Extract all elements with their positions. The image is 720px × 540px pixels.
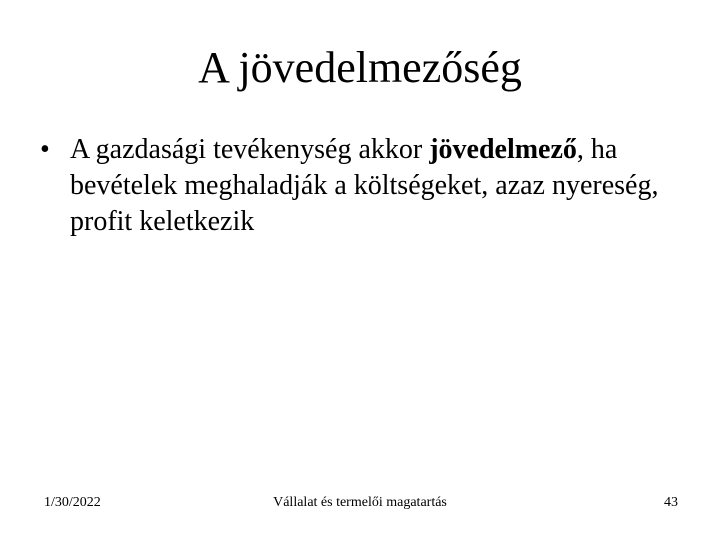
bullet-dot: • [40, 134, 50, 165]
bullet-text-part1: A gazdasági tevékenység akkor [70, 134, 430, 165]
bullet-text-part2: , ha bevételek meghaladják a költségeket, azaz nyereség, profit keletkezik [70, 134, 659, 237]
bullet-list [40, 132, 680, 240]
bullet-emphasis: jövedelmező [429, 134, 577, 165]
slide-title: A jövedelmezőség [198, 43, 522, 92]
footer-title: Vállalat és termelői magatartás [273, 495, 447, 510]
footer-date: 1/30/2022 [44, 495, 101, 510]
page-number: 43 [664, 495, 678, 510]
bullet-item [40, 132, 680, 240]
